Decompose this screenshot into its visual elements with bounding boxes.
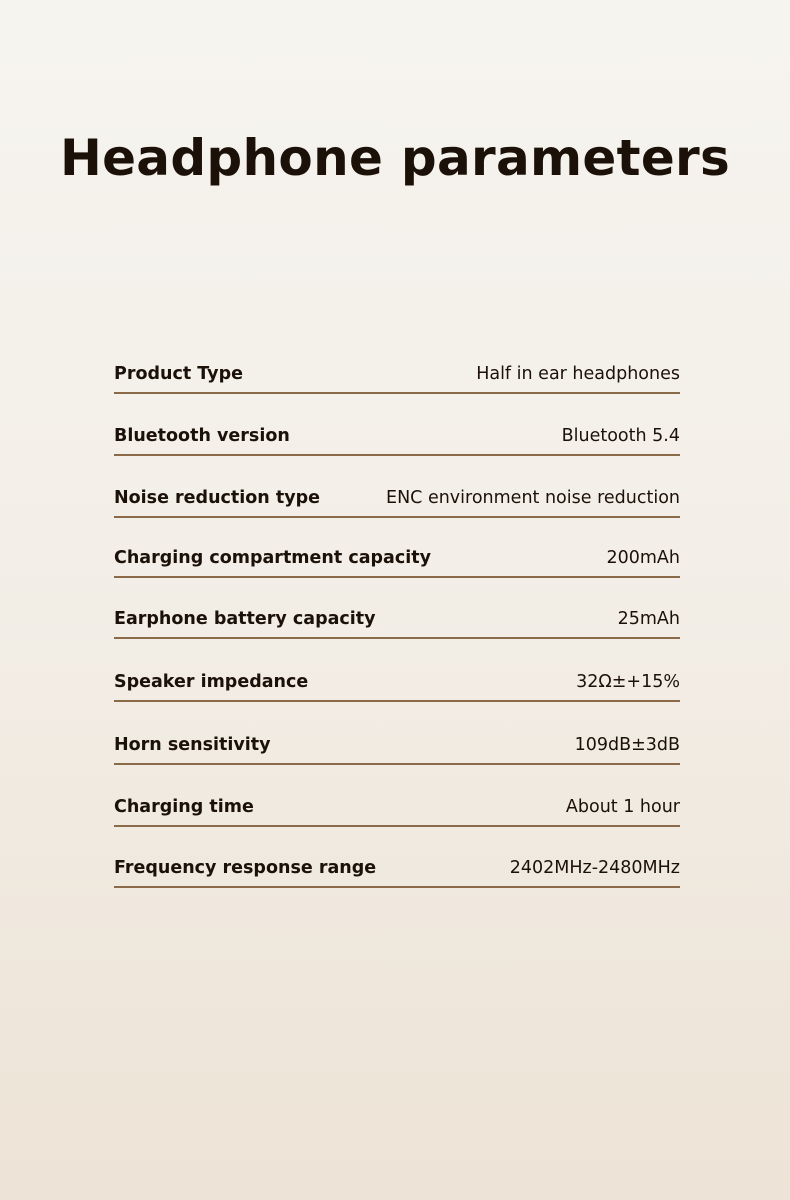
- param-label: Bluetooth version: [114, 426, 290, 446]
- param-label: Speaker impedance: [114, 672, 309, 692]
- param-row-bluetooth-version: [114, 424, 680, 456]
- param-value: About 1 hour: [565, 797, 680, 817]
- param-value: 2402MHz-2480MHz: [509, 858, 680, 878]
- param-label: Charging compartment capacity: [114, 548, 431, 568]
- param-label: Charging time: [114, 797, 254, 817]
- param-value: 25mAh: [617, 609, 680, 629]
- param-row-product-type: [114, 362, 680, 394]
- param-value: 109dB±3dB: [574, 735, 680, 755]
- param-label: Horn sensitivity: [114, 735, 271, 755]
- param-row-horn-sensitivity: [114, 733, 680, 765]
- param-row-speaker-impedance: [114, 670, 680, 702]
- page-title: Headphone parameters: [59, 129, 731, 187]
- param-row-frequency-response-range: [114, 856, 680, 888]
- param-label: Frequency response range: [114, 858, 377, 878]
- param-row-earphone-battery-capacity: [114, 607, 680, 639]
- param-value: Bluetooth 5.4: [561, 426, 680, 446]
- param-value: ENC environment noise reduction: [386, 488, 680, 508]
- param-value: Half in ear headphones: [476, 364, 680, 384]
- param-label: Noise reduction type: [114, 488, 321, 508]
- param-row-noise-reduction-type: [114, 486, 680, 518]
- param-label: Earphone battery capacity: [114, 609, 376, 629]
- param-row-charging-time: [114, 795, 680, 827]
- param-label: Product Type: [114, 364, 243, 384]
- param-value: 32Ω±+15%: [576, 672, 680, 692]
- param-row-charging-compartment-capacity: [114, 546, 680, 578]
- param-value: 200mAh: [606, 548, 680, 568]
